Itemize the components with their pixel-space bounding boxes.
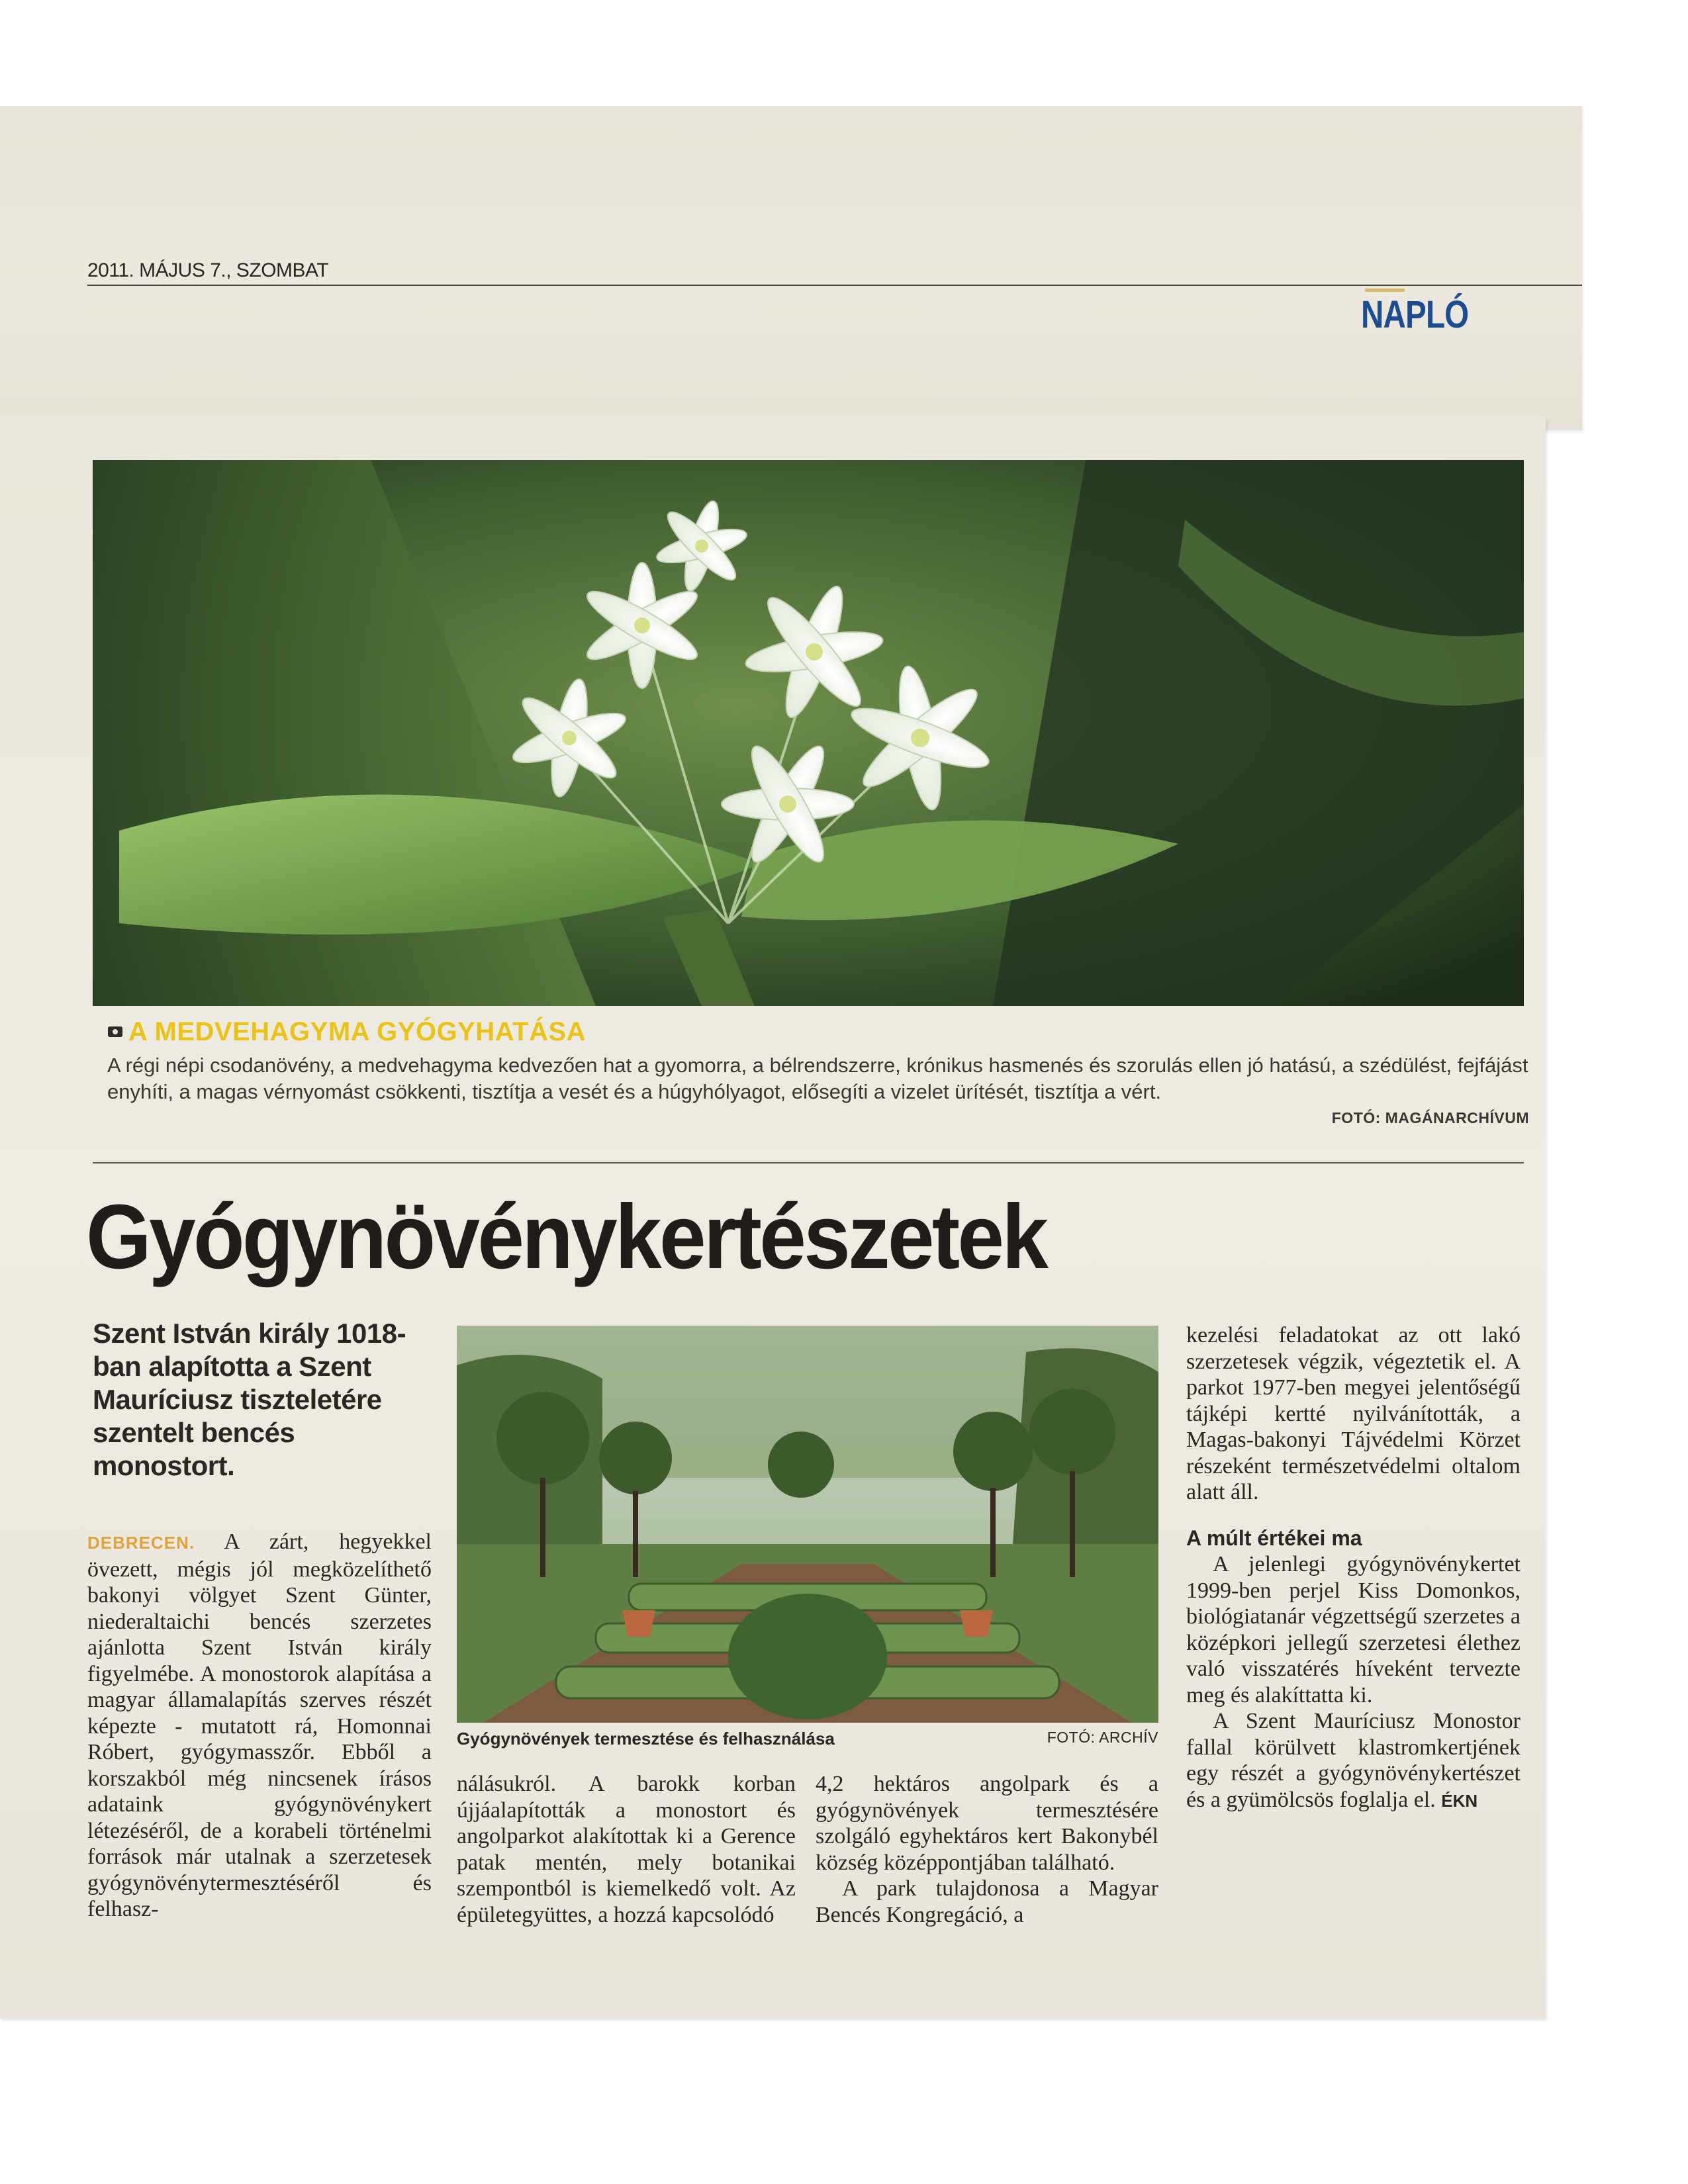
article-column-1: [87, 1529, 432, 1923]
section-rule: [93, 1162, 1524, 1163]
article-col2-text: nálásukról. A barokk korban újjáalapították a monostort és angolparkot alakítottak ki a Gerence patak mentén, mely botanikai szempontból is kiemelkedő volt. Az épületegyüttes, a hozzá kapcsolódó: [457, 1772, 796, 1927]
article-col4-paragraph-2: A jelenlegi gyógynövénykertet 1999-ben perjel Kiss Domonkos, biológiatanár végzettségű szerzetes a középkori jellegű szerzetesi élethez való visszatérés híveként tervezte meg és alakíttatta ki.: [1186, 1552, 1521, 1707]
herb-garden-photo-illustration: [457, 1326, 1158, 1723]
article-col4-paragraph-1: kezelési feladatokat az ott lakó szerzetesek végzik, végeztetik el. A parkot 1977-ben megyei jelentőségű tájképi kertté nyilvánították, a Magas-bakonyi Tájvédelmi Körzet részeként természetvédelmi oltalom alatt áll.: [1186, 1323, 1521, 1504]
newspaper-name: NAPLÓ: [1361, 293, 1469, 336]
article-col1-text: A zárt, hegyekkel övezett, mégis jól megközelíthető bakonyi völgyet Szent Günter, niederaltaichi bencés szerzetes ajánlotta Szent István király figyelmébe. A monostorok alapítása a magyar államalapítás szerves részét képezte - mutatott rá, Homonnai Róbert, gyógymasszőr. Ebből a korszakból még nincsenek írásos adataink gyógynövénykert létezéséről, de a korabeli történelmi források már utalnak a szerzetesek gyógynövénytermesztéséről és felhasz-: [87, 1529, 432, 1921]
article-col4-paragraph-3-text: A Szent Mauríciusz Monostor fallal körülvett klastromkertjének egy részét a gyógynövénykertészet és a gyümölcsös foglalja el.: [1186, 1709, 1521, 1812]
photo-caption-title-text: A MEDVEHAGYMA GYÓGYHATÁSA: [128, 1017, 586, 1046]
article-column-3: [816, 1771, 1158, 1928]
article-column-4: [1186, 1322, 1521, 1814]
author-signature: ÉKN: [1441, 1790, 1478, 1811]
article-headline: Gyógynövénykertészetek: [86, 1186, 1047, 1288]
wild-garlic-photo-illustration: [93, 460, 1524, 1006]
article-col4-paragraph-3: [1186, 1708, 1521, 1814]
photo-caption-title: [107, 1017, 586, 1047]
garden-photo-caption: [457, 1729, 1158, 1749]
garden-photo-caption-text: Gyógynövények termesztése és felhasználása: [457, 1729, 835, 1749]
herb-garden-photo: [457, 1326, 1158, 1723]
issue-date: 2011. MÁJUS 7., SZOMBAT: [87, 259, 329, 281]
header-rule: [87, 285, 1582, 286]
article-dateline: DEBRECEN.: [87, 1533, 195, 1553]
photo-caption-body: A régi népi csodanövény, a medvehagyma kedvezően hat a gyomorra, a bélrendszerre, krónikus hasmenés és szorulás ellen jó hatású, a szédülést, fejfájást enyhíti, a magas vérnyomást csökkenti, tisztítja a vesét és a húgyhólyagot, elősegíti a vizelet ürítését, tisztítja a vért.: [107, 1054, 1528, 1103]
photo-credit: FOTÓ: MAGÁNARCHÍVUM: [1331, 1109, 1529, 1126]
article-col3-paragraph-1: 4,2 hektáros angolpark és a gyógynövények termesztésére szolgáló egyhektáros kert Bakonybél község középpontjában található.: [816, 1772, 1158, 1875]
masthead-accent: [1365, 289, 1405, 292]
article-col3-paragraph-2: A park tulajdonosa a Magyar Bencés Kongregáció, a: [816, 1876, 1158, 1927]
wild-garlic-photo: [93, 460, 1524, 1006]
article-lead: Szent István király 1018-ban alapította a Szent Mauríciusz tiszteletére szentelt bencés monostort.: [93, 1318, 406, 1481]
article-subheading: A múlt értékei ma: [1186, 1525, 1362, 1550]
article-column-2: [457, 1771, 796, 1928]
garden-photo-credit: FOTÓ: ARCHÍV: [1047, 1729, 1158, 1746]
